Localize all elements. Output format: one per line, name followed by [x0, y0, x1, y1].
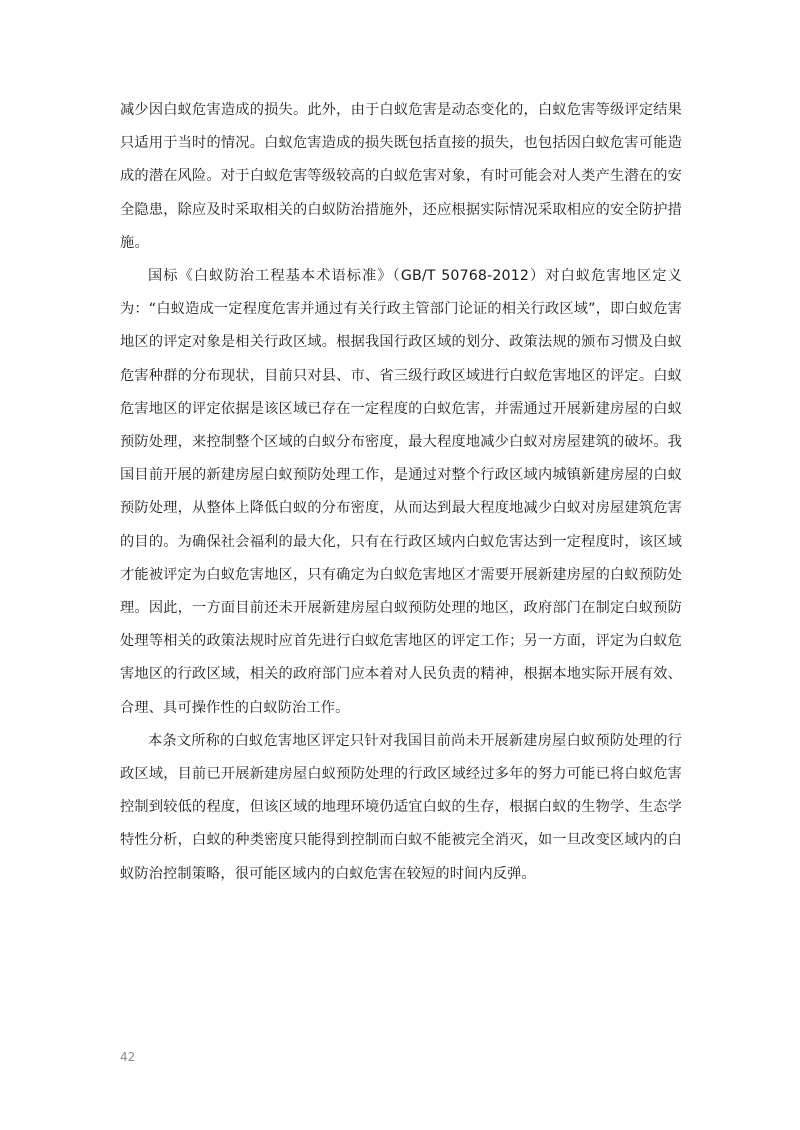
document-body [120, 94, 682, 891]
paragraph-scope: 本条文所称的白蚁危害地区评定只针对我国目前尚未开展新建房屋白蚁预防处理的行政区域，目前已开展新建房屋白蚁预防处理的行政区域经过多年的努力可能已将白蚁危害控制到较低的程度，但该区域的地理环境仍适宜白蚁的生存，根据白蚁的生物学、生态学特性分析，白蚁的种类密度只能得到控制而白蚁不能被完全消灭，如一旦改变区域内的白蚁防治控制策略，很可能区域内的白蚁危害在较短的时间内反弹。 [120, 732, 682, 882]
paragraph-continuation: 减少因白蚁危害造成的损失。此外，由于白蚁危害是动态变化的，白蚁危害等级评定结果只适用于当时的情况。白蚁危害造成的损失既包括直接的损失，也包括因白蚁危害可能造成的潜在风险。对于白蚁危害等级较高的白蚁危害对象，有时可能会对人类产生潜在的安全隐患，除应及时采取相关的白蚁防治措施外，还应根据实际情况采取相应的安全防护措施。 [120, 102, 682, 251]
paragraph-definition: 国标《白蚁防治工程基本术语标准》（GB/T 50768-2012）对白蚁危害地区定义为：“白蚁造成一定程度危害并通过有关行政主管部门论证的相关行政区域”，即白蚁危害地区的评定对象是相关行政区域。根据我国行政区域的划分、政策法规的颁布习惯及白蚁危害种群的分布现状，目前只对县、市、省三级行政区域进行白蚁危害地区的评定。白蚁危害地区的评定依据是该区域已存在一定程度的白蚁危害，并需通过开展新建房屋的白蚁预防处理，来控制整个区域的白蚁分布密度，最大程度地减少白蚁对房屋建筑的破坏。我国目前开展的新建房屋白蚁预防处理工作，是通过对整个行政区域内城镇新建房屋的白蚁预防处理，从整体上降低白蚁的分布密度，从而达到最大程度地减少白蚁对房屋建筑危害的目的。为确保社会福利的最大化，只有在行政区域内白蚁危害达到一定程度时，该区域才能被评定为白蚁危害地区，只有确定为白蚁危害地区才需要开展新建房屋的白蚁预防处理。因此，一方面目前还未开展新建房屋白蚁预防处理的地区，政府部门在制定白蚁预防处理等相关的政策法规时应首先进行白蚁危害地区的评定工作；另一方面，评定为白蚁危害地区的行政区域，相关的政府部门应本着对人民负责的精神，根据本地实际开展有效、合理、具可操作性的白蚁防治工作。 [120, 268, 682, 716]
page-number: 42 [120, 1050, 136, 1064]
